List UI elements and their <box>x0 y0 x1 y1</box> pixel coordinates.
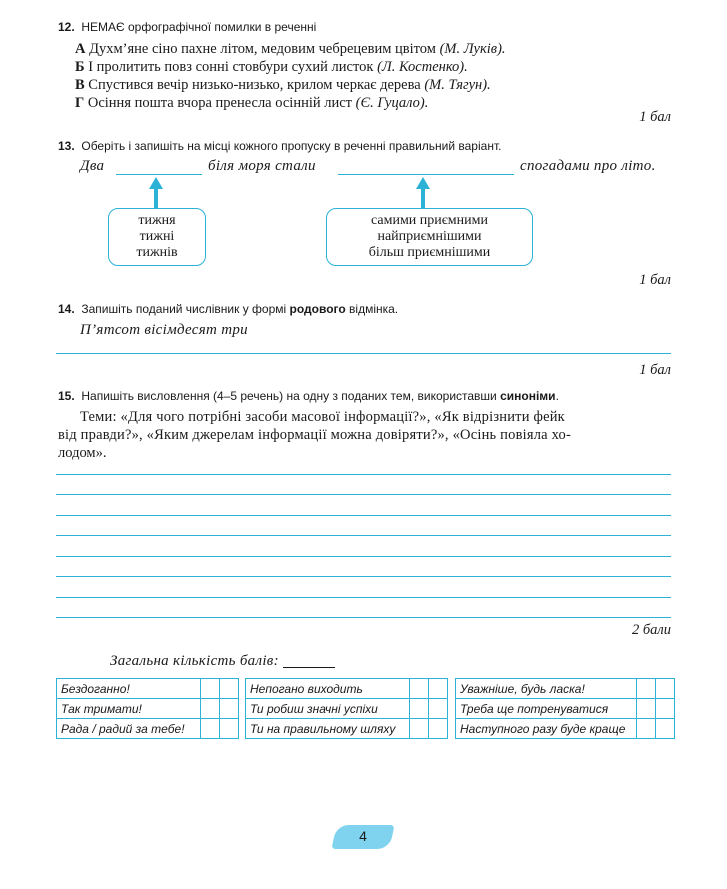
grade-checkbox[interactable] <box>201 719 220 739</box>
grade-checkbox[interactable] <box>201 679 220 699</box>
q15-answer-line[interactable] <box>56 617 671 618</box>
q13-box1-item[interactable]: тижні <box>139 229 175 244</box>
q14-score: 1 бал <box>639 362 671 378</box>
grade-table-2 <box>245 678 448 739</box>
q13-word2: біля моря стали <box>208 158 316 174</box>
q14-prompt-bold: родового <box>289 302 346 316</box>
grade-checkbox[interactable] <box>637 719 656 739</box>
q15-answer-line[interactable] <box>56 597 671 598</box>
arrow-shaft <box>421 188 425 208</box>
q15-prompt: Напишіть висловлення (4–5 речень) на одну з поданих тем, використавши <box>81 389 501 403</box>
q14-heading <box>58 302 398 316</box>
option-author: (Є. Гуцало). <box>355 95 429 111</box>
grade-checkbox[interactable] <box>637 699 656 719</box>
grade-label: Ти робиш значні успіхи <box>246 699 410 719</box>
page-number: 4 <box>359 828 367 844</box>
q15-answer-line[interactable] <box>56 576 671 577</box>
option-text: І пролитить повз сонні стовбури сухий листок <box>88 59 374 75</box>
grade-label: Бездоганно! <box>57 679 201 699</box>
q12-option-a[interactable] <box>75 41 506 58</box>
q13-word3: спогадами про літо. <box>520 158 656 174</box>
grade-label: Непогано виходить <box>246 679 410 699</box>
q13-box1-item[interactable]: тижня <box>138 213 176 228</box>
q14-answer-line[interactable] <box>56 353 671 354</box>
q13-box2-item[interactable]: більш приємнішими <box>368 245 491 260</box>
q12-option-h[interactable] <box>75 95 428 112</box>
total-score-label: Загальна кількість балів: <box>110 653 279 669</box>
q15-answer-line[interactable] <box>56 515 671 516</box>
q13-word1: Два <box>80 158 105 174</box>
grade-checkbox[interactable] <box>637 679 656 699</box>
q15-topics-line-2: від правди?», «Яким джерелам інформації можна довіряти?», «Осінь повіяла хо- <box>58 427 571 443</box>
q13-blank-1[interactable] <box>116 174 202 175</box>
q15-answer-line[interactable] <box>56 535 671 536</box>
q15-score: 2 бали <box>632 622 671 638</box>
q13-options-box-2 <box>326 208 533 266</box>
q15-prompt-end: . <box>555 389 559 403</box>
q12-score: 1 бал <box>639 109 671 125</box>
arrow-shaft <box>154 188 158 208</box>
option-letter: В <box>75 77 85 93</box>
option-text: Осіння пошта вчора пренесла осінній лист <box>87 95 353 111</box>
option-letter: А <box>75 41 86 57</box>
grade-label: Уважніше, будь ласка! <box>456 679 637 699</box>
grade-label: Так тримати! <box>57 699 201 719</box>
q14-prompt-end: відмінка. <box>345 302 399 316</box>
q15-heading <box>58 389 559 403</box>
grade-label: Ти на правильному шляху <box>246 719 410 739</box>
q15-prompt-bold: синоніми <box>500 389 556 403</box>
grade-checkbox[interactable] <box>410 679 429 699</box>
grade-label: Наступного разу буде краще <box>456 719 637 739</box>
option-author: (М. Тягун). <box>424 77 491 93</box>
q12-option-v[interactable] <box>75 77 491 94</box>
grade-checkbox[interactable] <box>656 679 675 699</box>
q15-topics-line-3: лодом». <box>58 445 107 461</box>
q14-number: 14. <box>58 302 75 316</box>
grade-checkbox[interactable] <box>656 719 675 739</box>
grade-checkbox[interactable] <box>429 719 448 739</box>
grade-checkbox[interactable] <box>220 679 239 699</box>
q14-phrase: П’ятсот вісімдесят три <box>80 322 248 338</box>
q15-answer-line[interactable] <box>56 474 671 475</box>
q12-option-b[interactable] <box>75 59 468 76</box>
option-letter: Б <box>75 59 85 75</box>
q13-score: 1 бал <box>639 272 671 288</box>
q12-prompt: НЕМАЄ орфографічної помилки в реченні <box>81 20 317 34</box>
q13-box2-item[interactable]: найприємнішими <box>377 229 482 244</box>
grade-checkbox[interactable] <box>429 679 448 699</box>
grade-label: Рада / радий за тебе! <box>57 719 201 739</box>
grade-checkbox[interactable] <box>656 699 675 719</box>
q13-options-box-1 <box>108 208 206 266</box>
option-text: Спустився вечір низько-низько, крилом черкає дерева <box>88 77 421 93</box>
q13-number: 13. <box>58 139 75 153</box>
q15-answer-line[interactable] <box>56 494 671 495</box>
q12-number: 12. <box>58 20 75 34</box>
grade-checkbox[interactable] <box>201 699 220 719</box>
grade-table-3 <box>455 678 675 739</box>
q14-prompt: Запишіть поданий числівник у формі <box>81 302 290 316</box>
grade-table-1 <box>56 678 239 739</box>
option-letter: Г <box>75 95 85 111</box>
q13-box1-item[interactable]: тижнів <box>136 245 178 260</box>
q13-prompt: Оберіть і запишіть на місці кожного пропуску в реченні правильний варіант. <box>81 139 502 153</box>
grade-checkbox[interactable] <box>410 699 429 719</box>
q13-box2-item[interactable]: самими приємними <box>371 213 488 228</box>
q13-heading <box>58 139 501 153</box>
option-author: (Л. Костенко). <box>377 59 468 75</box>
total-score-blank[interactable] <box>283 667 335 668</box>
option-author: (М. Луків). <box>439 41 506 57</box>
grade-checkbox[interactable] <box>220 699 239 719</box>
q15-topics-line-1: Теми: «Для чого потрібні засоби масової інформації?», «Як відрізнити фейк <box>80 409 565 425</box>
grade-label: Треба ще потренуватися <box>456 699 637 719</box>
q15-answer-line[interactable] <box>56 556 671 557</box>
option-text: Духм’яне сіно пахне літом, медовим чебрецевим цвітом <box>89 41 436 57</box>
grade-checkbox[interactable] <box>410 719 429 739</box>
q15-number: 15. <box>58 389 75 403</box>
q12-heading <box>58 20 316 34</box>
grade-checkbox[interactable] <box>220 719 239 739</box>
q13-blank-2[interactable] <box>338 174 514 175</box>
grade-checkbox[interactable] <box>429 699 448 719</box>
